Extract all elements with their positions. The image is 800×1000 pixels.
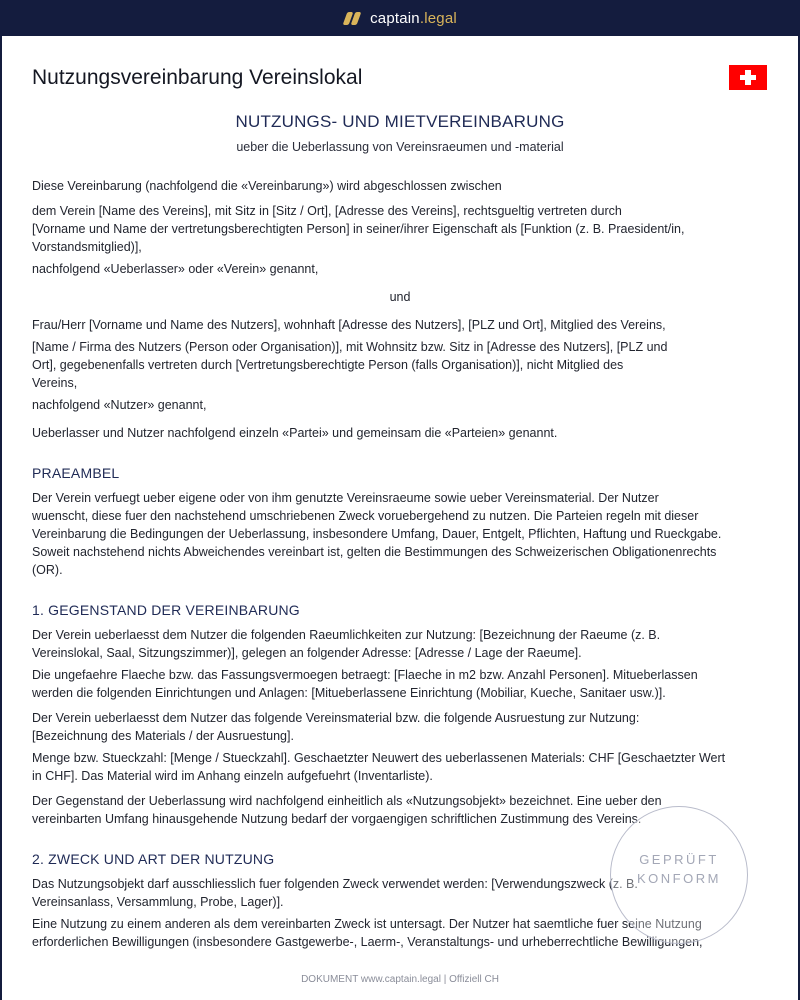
section-line: Das Nutzungsobjekt darf ausschliesslich fuer folgenden Zweck verwendet werden: [Verwendungszweck (z. B. [32, 877, 638, 891]
stamp-line-2: KONFORM [637, 871, 721, 886]
brand-name: captain [370, 9, 420, 27]
intro-line: dem Verein [Name des Vereins], mit Sitz in [Sitz / Ort], [Adresse des Vereins], rechtsgueltig vertreten durch [32, 204, 622, 218]
section-line: Eine Nutzung zu einem anderen als dem vereinbarten Zweck ist untersagt. Der Nutzer hat saemtliche fuer seine Nutzung [32, 917, 702, 931]
intro-line: Frau/Herr [Vorname und Name des Nutzers], wohnhaft [Adresse des Nutzers], [PLZ und Ort], Mitglied des Vereins, [32, 318, 666, 332]
subheading: ueber die Ueberlassung von Vereinsraeumen und -material [236, 140, 564, 154]
swiss-flag-icon [729, 65, 767, 90]
section-line: vereinbarten Umfang hinausgehende Nutzung bedarf der vorgaengigen schriftlichen Zustimmung des Vereins. [32, 812, 642, 826]
intro-line: nachfolgend «Nutzer» genannt, [32, 398, 207, 412]
intro-line: [Vorname und Name der vertretungsberechtigten Person] in seiner/ihrer Eigenschaft als [Funktion (z. B. Praesident/in, [32, 222, 685, 236]
section-heading-zweck: 2. ZWECK UND ART DER NUTZUNG [32, 851, 275, 867]
section-line: Der Verein verfuegt ueber eigene oder von ihm genutzte Vereinsraeume sowie ueber Vereinsmaterial. Der Nutzer [32, 491, 659, 505]
intro-line: Vereins, [32, 376, 78, 390]
section-line: Soweit nachstehend nichts Abweichendes vereinbart ist, gelten die Bestimmungen des Schweizerischen Obligationenrechts [32, 545, 717, 559]
section-line: Menge bzw. Stueckzahl: [Menge / Stueckzahl]. Geschaetzter Neuwert des ueberlassenen Materials: CHF [Geschaetzter Wert [32, 751, 726, 765]
top-bar [0, 0, 800, 36]
section-heading-gegenstand: 1. GEGENSTAND DER VEREINBARUNG [32, 602, 300, 618]
section-line: wuenscht, diese fuer den nachstehend umschriebenen Zweck voruebergehend zu nutzen. Die Parteien regeln mit dieser [32, 509, 699, 523]
main-heading: NUTZUNGS- UND MIETVEREINBARUNG [235, 112, 565, 131]
section-line: [Bezeichnung des Materials / der Ausruestung]. [32, 729, 294, 743]
intro-line-und: und [389, 290, 411, 304]
section-line: Vereinsanlass, Versammlung, Probe, Lager)]. [32, 895, 284, 909]
section-line: (OR). [32, 563, 63, 577]
intro-line: Diese Vereinbarung (nachfolgend die «Vereinbarung») wird abgeschlossen zwischen [32, 179, 502, 193]
section-line: erforderlichen Bewilligungen (insbesondere Gastgewerbe-, Laerm-, Veranstaltungs- und urheberrechtliche Bewilligungen, [32, 935, 703, 949]
section-line: Der Verein ueberlaesst dem Nutzer das folgende Vereinsmaterial bzw. die folgende Ausruestung zur Nutzung: [32, 711, 640, 725]
section-line: werden die folgenden Einrichtungen und Anlagen: [Mitueberlassene Einrichtung (Mobiliar, Kueche, Sanitaer usw.)]. [32, 686, 666, 700]
captain-logo-icon [343, 10, 363, 26]
intro-line: Ort], gegebenenfalls vertreten durch [Vertretungsberechtigte Person (falls Organisation)], nicht Mitglied des [32, 358, 624, 372]
intro-line: Vorstandsmitglied)], [32, 240, 142, 254]
section-heading-praeambel: PRAEAMBEL [32, 465, 120, 481]
intro-line: [Name / Firma des Nutzers (Person oder Organisation)], mit Wohnsitz bzw. Sitz in [Adresse des Nutzers], [PLZ und [32, 340, 668, 354]
brand-wordmark [370, 10, 457, 27]
page-footer: DOKUMENT www.captain.legal | Offiziell CH [301, 974, 499, 985]
section-line: Vereinbarung die Bedingungen der Ueberlassung, insbesondere Umfang, Dauer, Entgelt, Pflichten, Haftung und Rueckgabe. [32, 527, 722, 541]
brand-tld: .legal [419, 9, 457, 27]
approval-stamp [610, 806, 748, 944]
document-title: Nutzungsvereinbarung Vereinslokal [32, 66, 363, 89]
section-line: in CHF]. Das Material wird im Anhang einzeln aufgefuehrt (Inventarliste). [32, 769, 433, 783]
stamp-line-1: GEPRÜFT [639, 852, 719, 867]
intro-line: nachfolgend «Ueberlasser» oder «Verein» genannt, [32, 262, 319, 276]
brand[interactable] [343, 10, 457, 27]
intro-line: Ueberlasser und Nutzer nachfolgend einzeln «Partei» und gemeinsam die «Parteien» genannt. [32, 426, 558, 440]
section-line: Die ungefaehre Flaeche bzw. das Fassungsvermoegen betraegt: [Flaeche in m2 bzw. Anzahl Personen]. Mitueberlassen [32, 668, 698, 682]
page-frame-left [0, 36, 2, 1000]
section-line: Der Gegenstand der Ueberlassung wird nachfolgend einheitlich als «Nutzungsobjekt» bezeichnet. Eine ueber den [32, 794, 662, 808]
section-line: Vereinslokal, Saal, Sitzungszimmer)], gelegen an folgender Adresse: [Adresse / Lage der Raeume]. [32, 646, 582, 660]
section-line: Der Verein ueberlaesst dem Nutzer die folgenden Raeumlichkeiten zur Nutzung: [Bezeichnung der Raeume (z. B. [32, 628, 661, 642]
